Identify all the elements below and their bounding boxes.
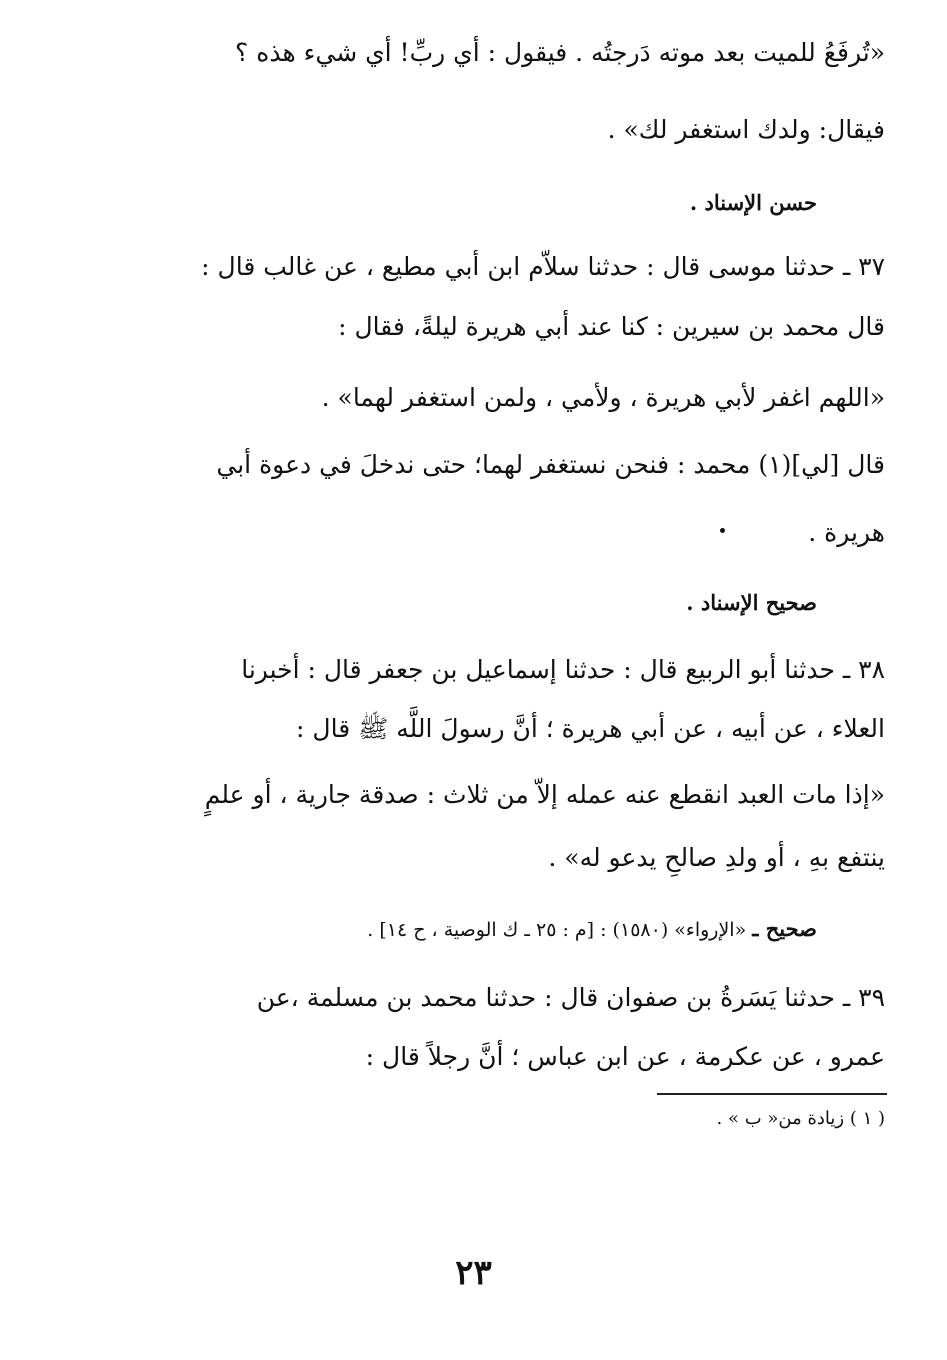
hadith-37-line-5: هريرة . [808, 518, 885, 547]
hadith-39-line-2: عمرو ، عن عكرمة ، عن ابن عباس ؛ أنَّ رجلاً قال : [365, 1042, 885, 1071]
hadith-38-line-3: «إذا مات العبد انقطع عنه عمله إلاّ من ثلاث : صدقة جارية ، أو علمٍ [204, 780, 885, 809]
source-grade: صحيح ـ [752, 916, 817, 941]
stray-dot-mark [720, 528, 725, 533]
source-reference [367, 916, 817, 941]
hadith-37-line-1: ٣٧ ـ حدثنا موسى قال : حدثنا سلاّم ابن أبي مطيع ، عن غالب قال : [201, 252, 885, 281]
hadith-37-line-3: «اللهم اغفر لأبي هريرة ، ولأمي ، ولمن استغفر لهما» . [321, 383, 885, 412]
footnote-divider [657, 1093, 887, 1095]
hadith-38-line-1: ٣٨ ـ حدثنا أبو الربيع قال : حدثنا إسماعيل بن جعفر قال : أخبرنا [241, 655, 885, 684]
page-number: ٢٣ [455, 1253, 492, 1293]
text-line-1: «تُرفَعُ للميت بعد موته دَرجتُه . فيقول : أي ربِّ! أي شيء هذه ؟ [235, 38, 885, 67]
footnote: ( ١ ) زيادة من« ب » . [716, 1108, 885, 1129]
hadith-37-line-4: قال [لي](١) محمد : فنحن نستغفر لهما؛ حتى ندخلَ في دعوة أبي [216, 450, 885, 479]
hadith-grade-heading: حسن الإسناد . [689, 190, 817, 215]
hadith-38-line-2: العلاء ، عن أبيه ، عن أبي هريرة ؛ أنَّ رسولَ اللَّه ﷺ قال : [296, 714, 885, 743]
hadith-grade-heading-2: صحيح الإسناد . [686, 590, 817, 615]
source-citation: «الإرواء» (١٥٨٠) : [م : ٢٥ ـ ك الوصية ، ح ١٤] . [367, 919, 747, 941]
hadith-39-line-1: ٣٩ ـ حدثنا يَسَرةُ بن صفوان قال : حدثنا محمد بن مسلمة ،عن [256, 983, 885, 1012]
hadith-38-line-4: ينتفع بهِ ، أو ولدِ صالحِ يدعو له» . [548, 843, 885, 872]
hadith-37-line-2: قال محمد بن سيرين : كنا عند أبي هريرة ليلةً، فقال : [338, 312, 885, 341]
text-line-2: فيقال: ولدك استغفر لك» . [607, 115, 885, 144]
